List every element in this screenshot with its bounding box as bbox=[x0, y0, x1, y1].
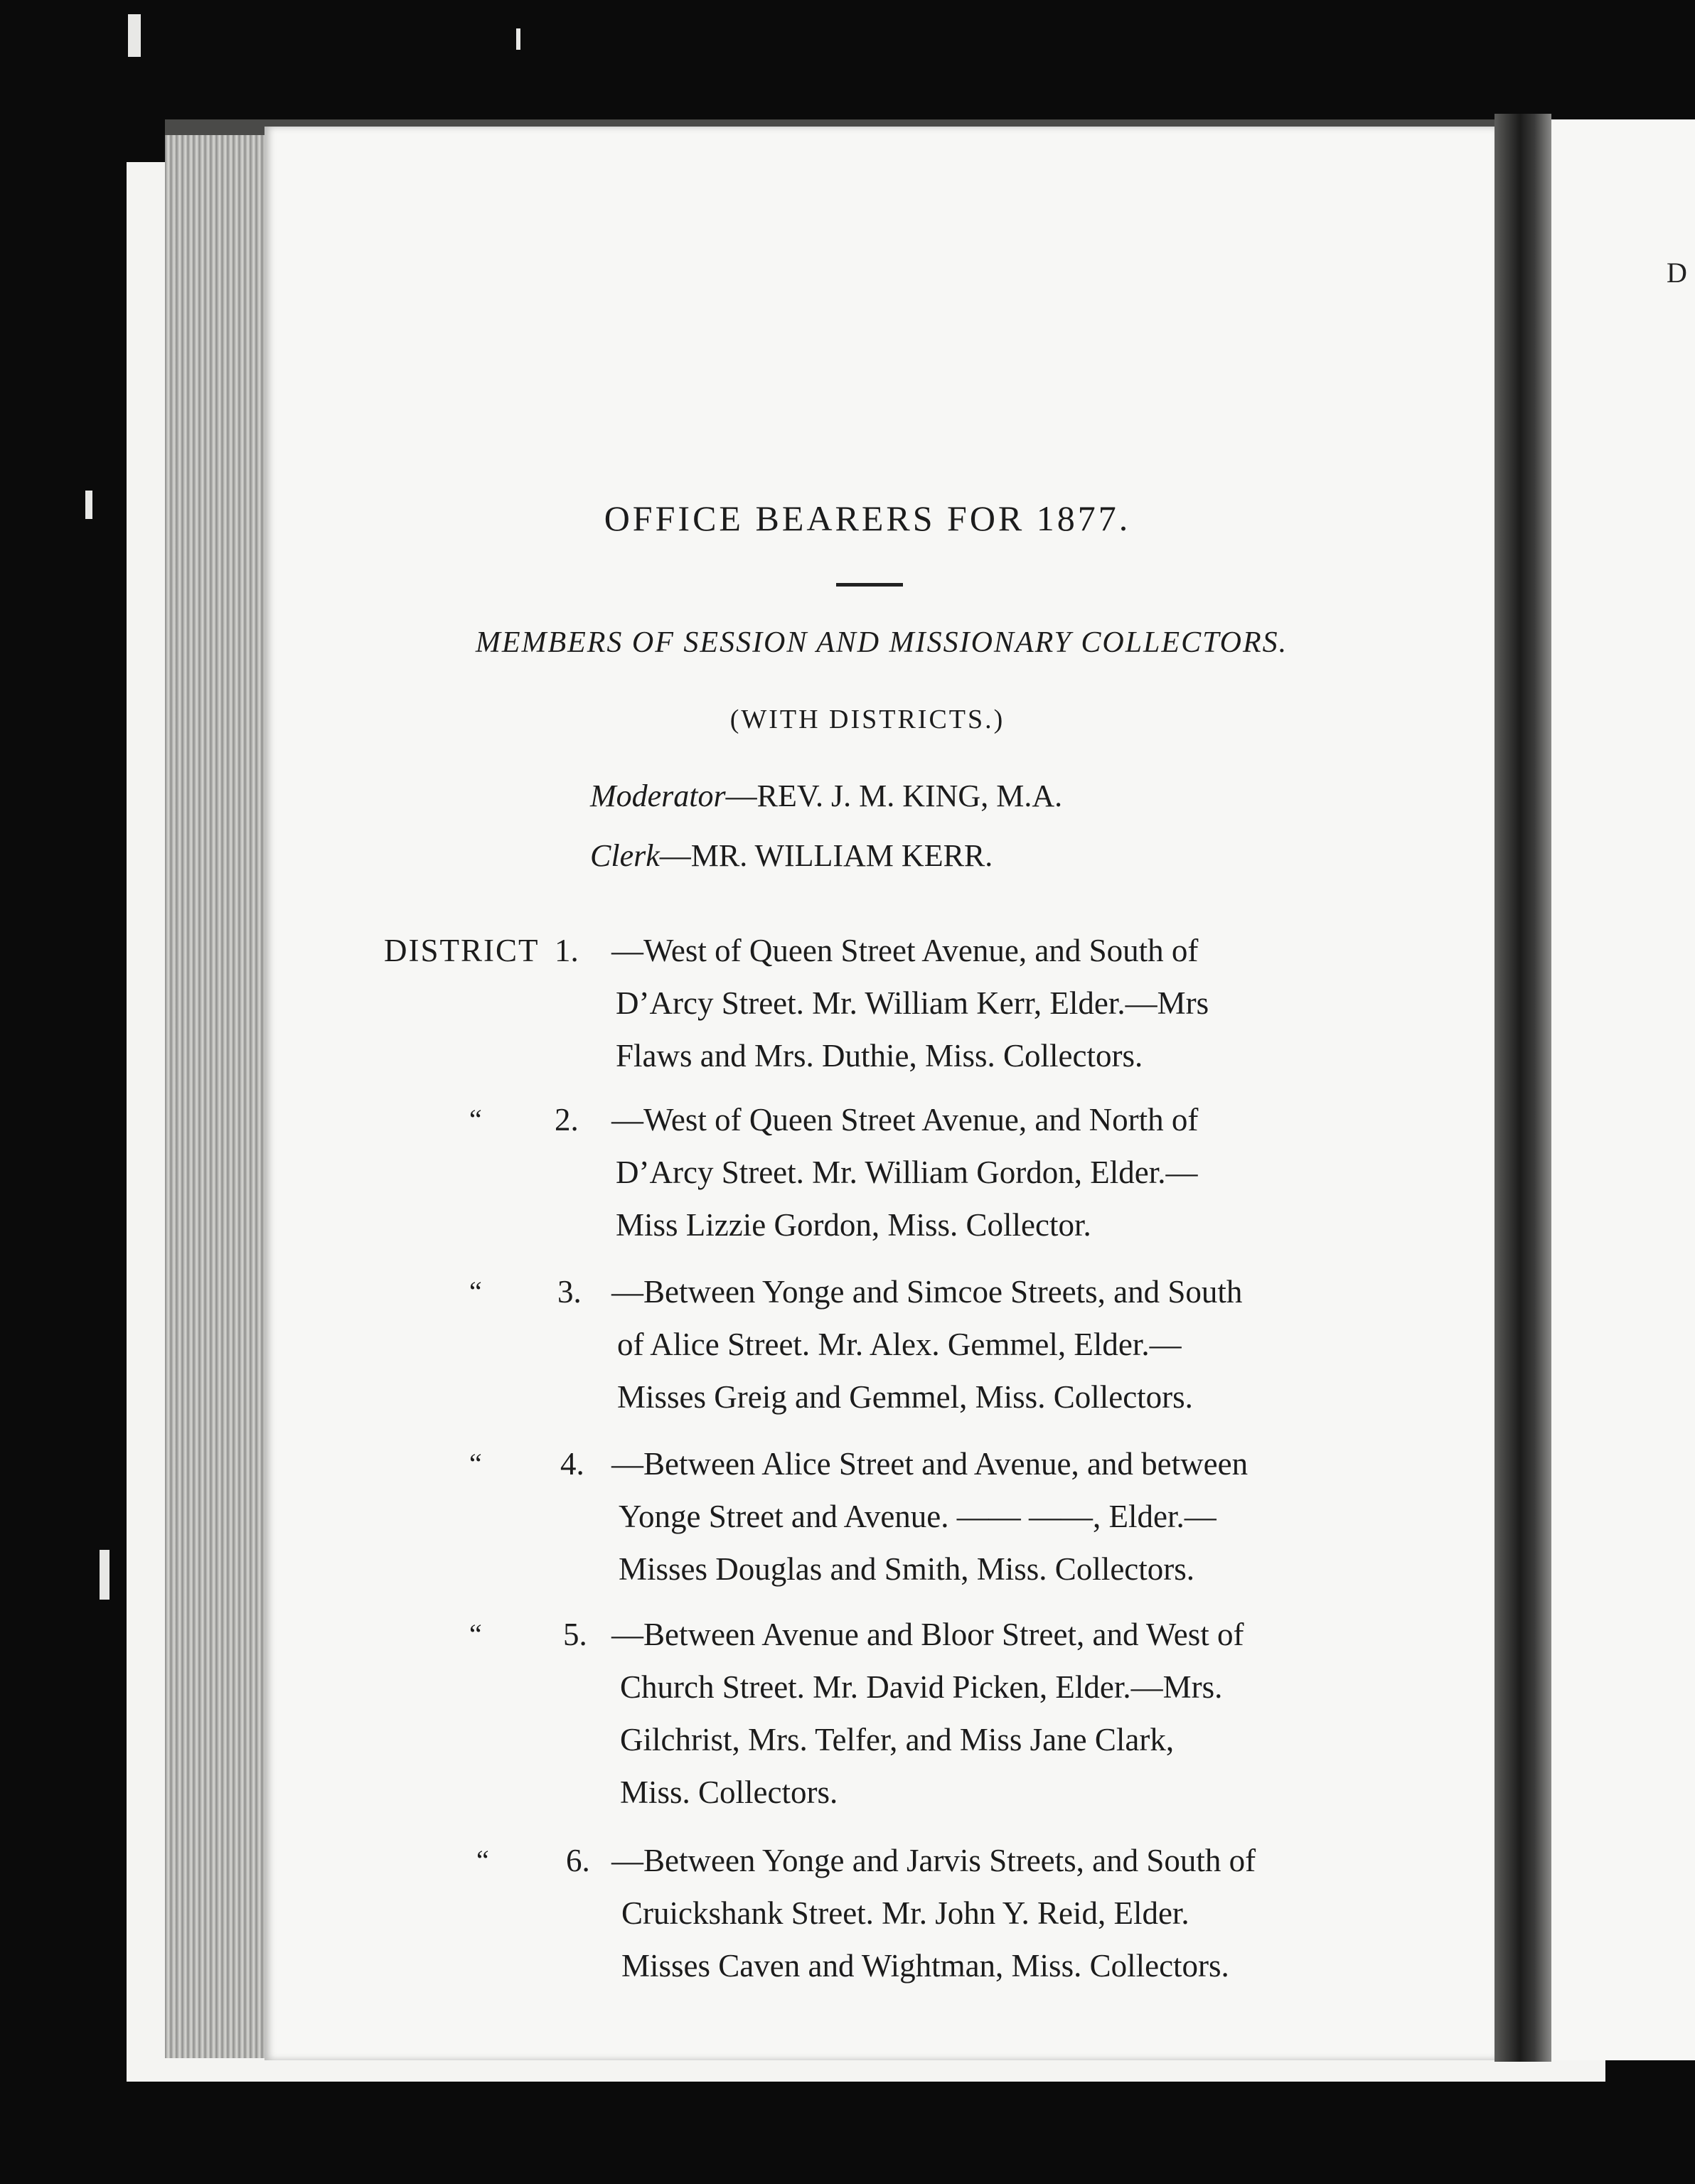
district-line: Gilchrist, Mrs. Telfer, and Miss Jane Clark, bbox=[620, 1722, 1175, 1757]
ditto-mark: “ bbox=[469, 1618, 483, 1650]
moderator-line bbox=[590, 778, 1062, 814]
scan-speck bbox=[128, 14, 141, 57]
section-heading: MEMBERS OF SESSION AND MISSIONARY COLLECTORS. bbox=[475, 626, 1288, 659]
district-line: of Alice Street. Mr. Alex. Gemmel, Elder.— bbox=[617, 1327, 1182, 1362]
district-entry-5 bbox=[384, 1608, 1408, 1819]
district-line: —Between Avenue and Bloor Street, and West of bbox=[611, 1617, 1244, 1652]
district-text bbox=[611, 1834, 1408, 1992]
district-line: Yonge Street and Avenue. —— ——, Elder.— bbox=[619, 1499, 1217, 1534]
district-text bbox=[611, 1438, 1408, 1595]
scan-speck bbox=[100, 1550, 109, 1600]
district-line: —West of Queen Street Avenue, and South of bbox=[611, 933, 1199, 968]
ditto-mark: “ bbox=[469, 1275, 483, 1307]
page-title: OFFICE BEARERS FOR 1877. bbox=[604, 498, 1131, 538]
district-line: Misses Douglas and Smith, Miss. Collectors. bbox=[619, 1551, 1195, 1587]
scan-speck bbox=[516, 28, 520, 50]
district-number: 5. bbox=[563, 1617, 587, 1652]
district-line: D’Arcy Street. Mr. William Gordon, Elder.— bbox=[616, 1155, 1198, 1190]
ditto-mark: “ bbox=[469, 1103, 483, 1135]
district-text bbox=[611, 1093, 1408, 1251]
section-subheading: (WITH DISTRICTS.) bbox=[729, 705, 1005, 734]
district-text bbox=[611, 924, 1408, 1082]
district-line: D’Arcy Street. Mr. William Kerr, Elder.—Mrs bbox=[616, 985, 1209, 1021]
district-number: 6. bbox=[566, 1843, 590, 1878]
district-entry-3 bbox=[384, 1265, 1408, 1423]
scan-speck bbox=[85, 491, 92, 519]
book-gutter bbox=[1495, 114, 1551, 2062]
district-line: —West of Queen Street Avenue, and North of bbox=[611, 1102, 1199, 1138]
district-line: —Between Alice Street and Avenue, and between bbox=[611, 1446, 1248, 1482]
district-line: —Between Yonge and Simcoe Streets, and South bbox=[611, 1274, 1243, 1310]
district-entry-6 bbox=[384, 1834, 1408, 1992]
district-line: —Between Yonge and Jarvis Streets, and South of bbox=[611, 1843, 1256, 1878]
moderator-name: —REV. J. M. KING, M.A. bbox=[725, 778, 1063, 813]
title-rule bbox=[836, 583, 903, 587]
district-line: Cruickshank Street. Mr. John Y. Reid, Elder. bbox=[621, 1895, 1189, 1931]
district-label: DISTRICT bbox=[384, 933, 540, 968]
district-entry-1 bbox=[384, 924, 1408, 1082]
clerk-name: —MR. WILLIAM KERR. bbox=[659, 838, 993, 873]
facing-page-letter: D bbox=[1667, 257, 1688, 289]
district-line: Flaws and Mrs. Duthie, Miss. Collectors. bbox=[616, 1038, 1143, 1074]
district-line: Miss Lizzie Gordon, Miss. Collector. bbox=[616, 1207, 1091, 1243]
district-entry-4 bbox=[384, 1438, 1408, 1595]
district-line: Miss. Collectors. bbox=[620, 1774, 838, 1810]
facing-page bbox=[1551, 119, 1695, 2060]
district-number: 1. bbox=[555, 933, 579, 968]
district-line: Church Street. Mr. David Picken, Elder.—Mrs. bbox=[620, 1669, 1223, 1705]
ditto-mark: “ bbox=[469, 1447, 483, 1479]
page-stack-edges bbox=[165, 135, 264, 2058]
district-number: 3. bbox=[557, 1274, 582, 1310]
district-text bbox=[611, 1265, 1408, 1423]
district-number: 2. bbox=[555, 1102, 579, 1138]
ditto-mark: “ bbox=[476, 1844, 491, 1876]
clerk-line bbox=[590, 837, 993, 874]
district-entry-2 bbox=[384, 1093, 1408, 1251]
moderator-role: Moderator bbox=[590, 778, 726, 813]
district-text bbox=[611, 1608, 1408, 1819]
clerk-role: Clerk bbox=[590, 838, 660, 873]
district-line: Misses Greig and Gemmel, Miss. Collectors. bbox=[617, 1379, 1193, 1415]
district-line: Misses Caven and Wightman, Miss. Collectors. bbox=[621, 1948, 1229, 1984]
district-number: 4. bbox=[560, 1446, 584, 1482]
